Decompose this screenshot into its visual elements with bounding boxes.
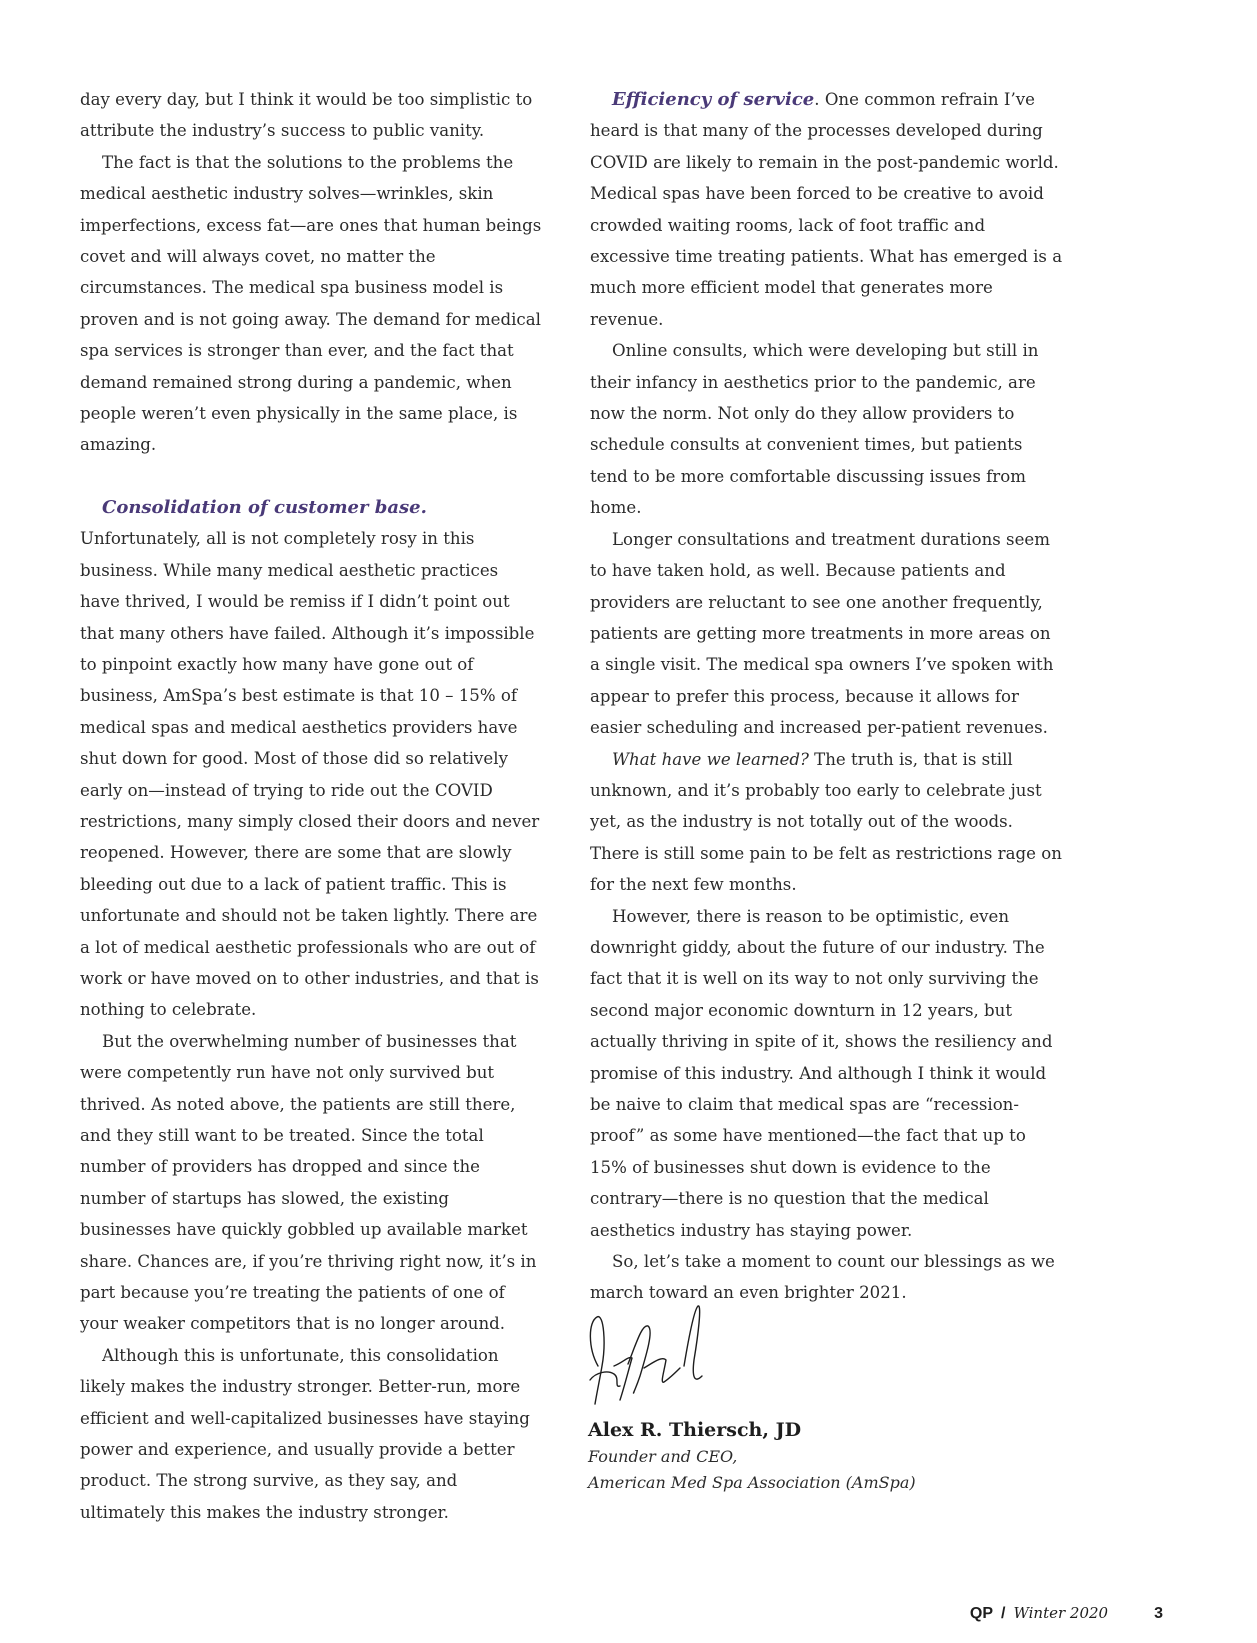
section-heading-efficiency: Efficiency of service [612,89,815,110]
page-number: 3 [1154,1605,1163,1622]
page-footer [970,1604,1163,1623]
paragraph-efficiency [590,84,1063,335]
paragraph-text: Unfortunately, all is not completely rosy in this business. While many medical aesthetic practices have thrived, I would be remiss if I didn’t point out that many others have failed. Although it’s impossible to pinpoint exactly how many have gone out of business, AmSpa’s best estimate is that 10 – 15% of medical spas and medical aesthetics providers have shut down for good. Most of those did so relatively early on—instead of trying to ride out the COVID restrictions, many simply closed their doors and never reopened. However, there are some that are slowly bleeding out due to a lack of patient traffic. This is unfortunate and should not be taken lightly. There are a lot of medical aesthetic professionals who are out of work or have moved on to other industries, and that is nothing to celebrate. [80,529,540,1020]
paragraph: Although this is unfortunate, this consolidation likely makes the industry stronger. Better-run, more efficient and well-capitalized businesses have staying power and experience, and usually provide a better product. The strong survive, as they say, and ultimately this makes the industry stronger. [80,1345,530,1522]
paragraph: But the overwhelming number of businesses that were competently run have not only survived but thrived. As noted above, the patients are still there, and they still want to be treated. Since the total number of providers has dropped and since the number of startups has slowed, the existing businesses have quickly gobbled up available market share. Chances are, if you’re thriving right now, it’s in part because you’re treating the patients of one of your weaker competitors that is no longer around. [80,1031,537,1334]
paragraph: Longer consultations and treatment durations seem to have taken hold, as well. Because patients and providers are reluctant to see one another frequently, patients are getting more treatments in more areas on a single visit. The medical spa owners I’ve spoken with appear to prefer this process, because it allows for easier scheduling and increased per-patient revenues. [590,529,1054,738]
paragraph: However, there is reason to be optimistic, even downright giddy, about the future of our industry. The fact that it is well on its way to not only surviving the second major economic downturn in 12 years, but actually thriving in spite of it, shows the resiliency and promise of this industry. And although I think it would be naive to claim that medical spas are “recession-proof” as some have mentioned—the fact that up to 15% of businesses shut down is evidence to the contrary—there is no question that the medical aesthetics industry has staying power. [590,906,1053,1240]
paragraph-learned [590,744,1063,901]
signature-stroke [590,1372,620,1386]
paragraph-consolidation [80,492,542,1026]
signature-stroke [684,1306,702,1379]
paragraph-text: . One common refrain I’ve heard is that many of the processes developed during COVID are likely to remain in the post-pandemic world. Medical spas have been forced to be creative to avoid crowded waiting rooms, lack of foot traffic and excessive time treating patients. What has emerged is a much more efficient model that generates more revenue. [590,90,1063,329]
paragraph: Online consults, which were developing but still in their infancy in aesthetics prior to the pandemic, are now the norm. Not only do they allow providers to schedule consults at convenient times, but patients tend to be more comfortable discussing issues from home. [590,341,1039,518]
paragraph: The fact is that the solutions to the problems the medical aesthetic industry solves—wrinkles, skin imperfections, excess fat—are ones that human beings covet and will always covet, no matter the circumstances. The medical spa business model is proven and is not going away. The demand for medical spa services is stronger than ever, and the fact that demand remained strong during a pandemic, when people weren’t even physically in the same place, is amazing. [80,152,542,455]
paragraph: day every day, but I think it would be too simplistic to attribute the industry’s success to public vanity. [80,90,533,141]
footer-separator: / [1001,1605,1006,1622]
paragraph-text: The truth is, that is still unknown, and it’s probably too early to celebrate just yet, as the industry is not totally out of the woods. There is still some pain to be felt as restrictions rage on for the next few months. [590,749,1062,895]
right-column [590,84,1063,1309]
publication-name: QP [969,1605,993,1622]
section-heading-consolidation: Consolidation of customer base. [102,496,427,518]
lead-in-question: What have we learned? [612,749,809,769]
left-column [80,84,542,1528]
issue-label: Winter 2020 [1013,1604,1109,1622]
author-name: Alex R. Thiersch, JD [588,1419,802,1441]
signature-stroke [590,1317,604,1404]
handwritten-signature [584,1296,724,1411]
author-organization: American Med Spa Association (AmSpa) [588,1473,916,1492]
author-title: Founder and CEO, [588,1447,738,1466]
signature-stroke [644,1359,680,1383]
paragraph: So, let’s take a moment to count our blessings as we march toward an even brighter 2021. [590,1252,1055,1303]
